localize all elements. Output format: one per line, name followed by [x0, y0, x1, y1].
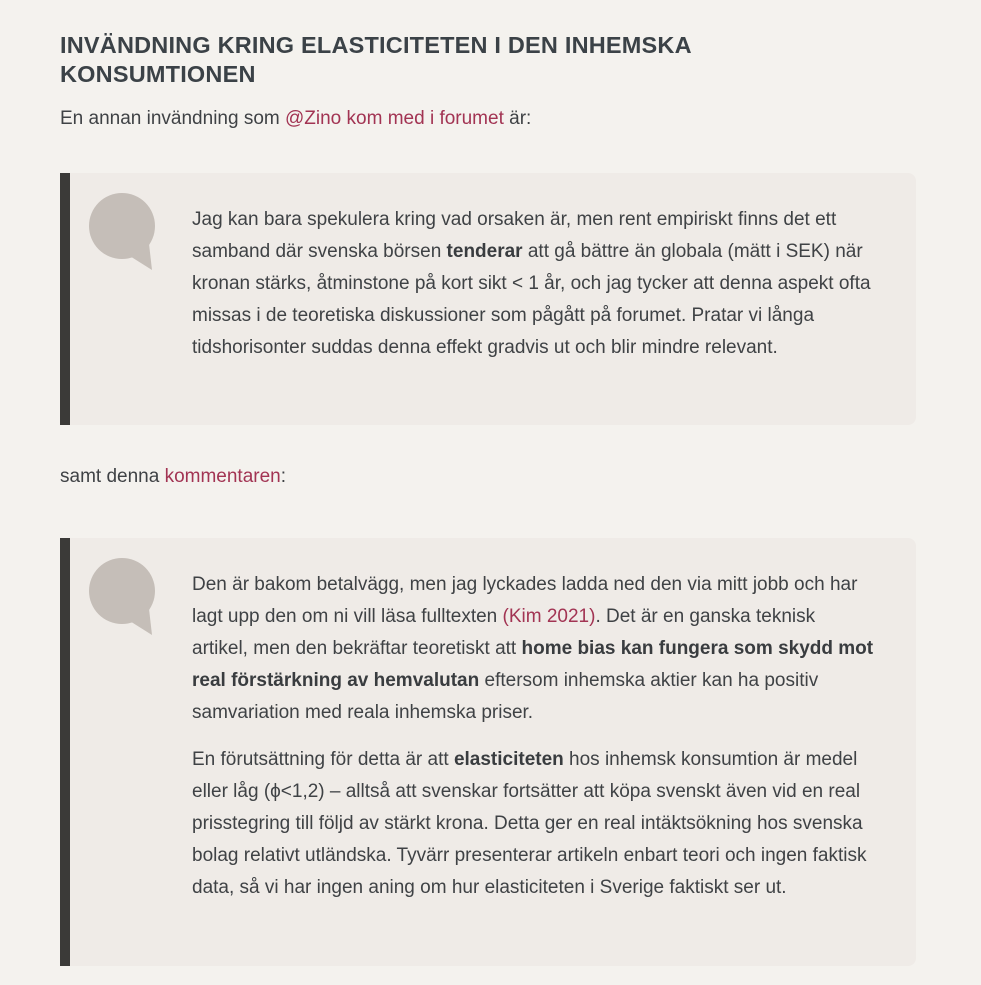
speech-bubble-icon — [89, 193, 157, 271]
text-run: En annan invändning som — [60, 108, 285, 130]
text-run: hos inhemsk konsumtion är medel eller låg (ϕ<1,2) – alltså att svenskar fortsätter att köpa svenskt även vid en real prisstegring till följd av stärkt krona. Detta ger en real intäktsökning hos svenska bolag relativt utländska. Tyvärr presenterar artikeln enbart teori och ingen faktisk data, så vi har ingen aning om hur elasticiteten i Sverige faktiskt ser ut. — [192, 749, 867, 899]
quote-block-2 — [60, 538, 916, 966]
text-run: samt denna — [60, 466, 165, 488]
quote-2-paragraph-1 — [192, 569, 876, 729]
quote-1-text — [192, 204, 876, 364]
between-paragraph — [60, 465, 916, 489]
bold-text: tenderar — [446, 241, 523, 263]
text-run: är: — [503, 108, 532, 130]
inline-link[interactable]: (Kim 2021) — [502, 606, 596, 628]
quote-1-paragraph — [192, 204, 876, 364]
speech-bubble-icon — [89, 558, 157, 636]
text-run: : — [280, 466, 287, 488]
inline-link[interactable]: kommentaren — [164, 466, 281, 488]
quote-2-text — [192, 569, 876, 904]
quote-2-paragraph-2 — [192, 744, 876, 904]
quote-block-1 — [60, 173, 916, 425]
bold-text: home bias kan fungera som skydd mot real förstärkning av hemvalutan — [192, 638, 874, 692]
text-run: eftersom inhemska aktier kan ha positiv samvariation med reala inhemska priser. — [192, 670, 819, 724]
text-run: att gå bättre än globala (mätt i SEK) när kronan stärks, åtminstone på kort sikt < 1 år, och jag tycker att denna aspekt ofta missas i de teoretiska diskussioner som pågått på forumet. Pratar vi långa tidshorisonter suddas denna effekt gradvis ut och blir mindre relevant. — [192, 241, 871, 359]
bold-text: elasticiteten — [453, 749, 564, 771]
inline-link[interactable]: @Zino kom med i forumet — [285, 108, 504, 130]
text-run: . Det är en ganska teknisk artikel, men den bekräftar teoretiskt att — [192, 606, 816, 660]
text-run: En förutsättning för detta är att — [192, 749, 454, 771]
text-run: Jag kan bara spekulera kring vad orsaken är, men rent empiriskt finns det ett samband där svenska börsen — [192, 209, 837, 263]
text-run: Den är bakom betalvägg, men jag lyckades ladda ned den via mitt jobb och har lagt upp den om ni vill läsa fulltexten — [192, 574, 858, 628]
section-heading: INVÄNDNING KRING ELASTICITETEN I DEN INHEMSKA KONSUMTIONEN — [60, 32, 691, 88]
intro-paragraph — [60, 107, 916, 131]
